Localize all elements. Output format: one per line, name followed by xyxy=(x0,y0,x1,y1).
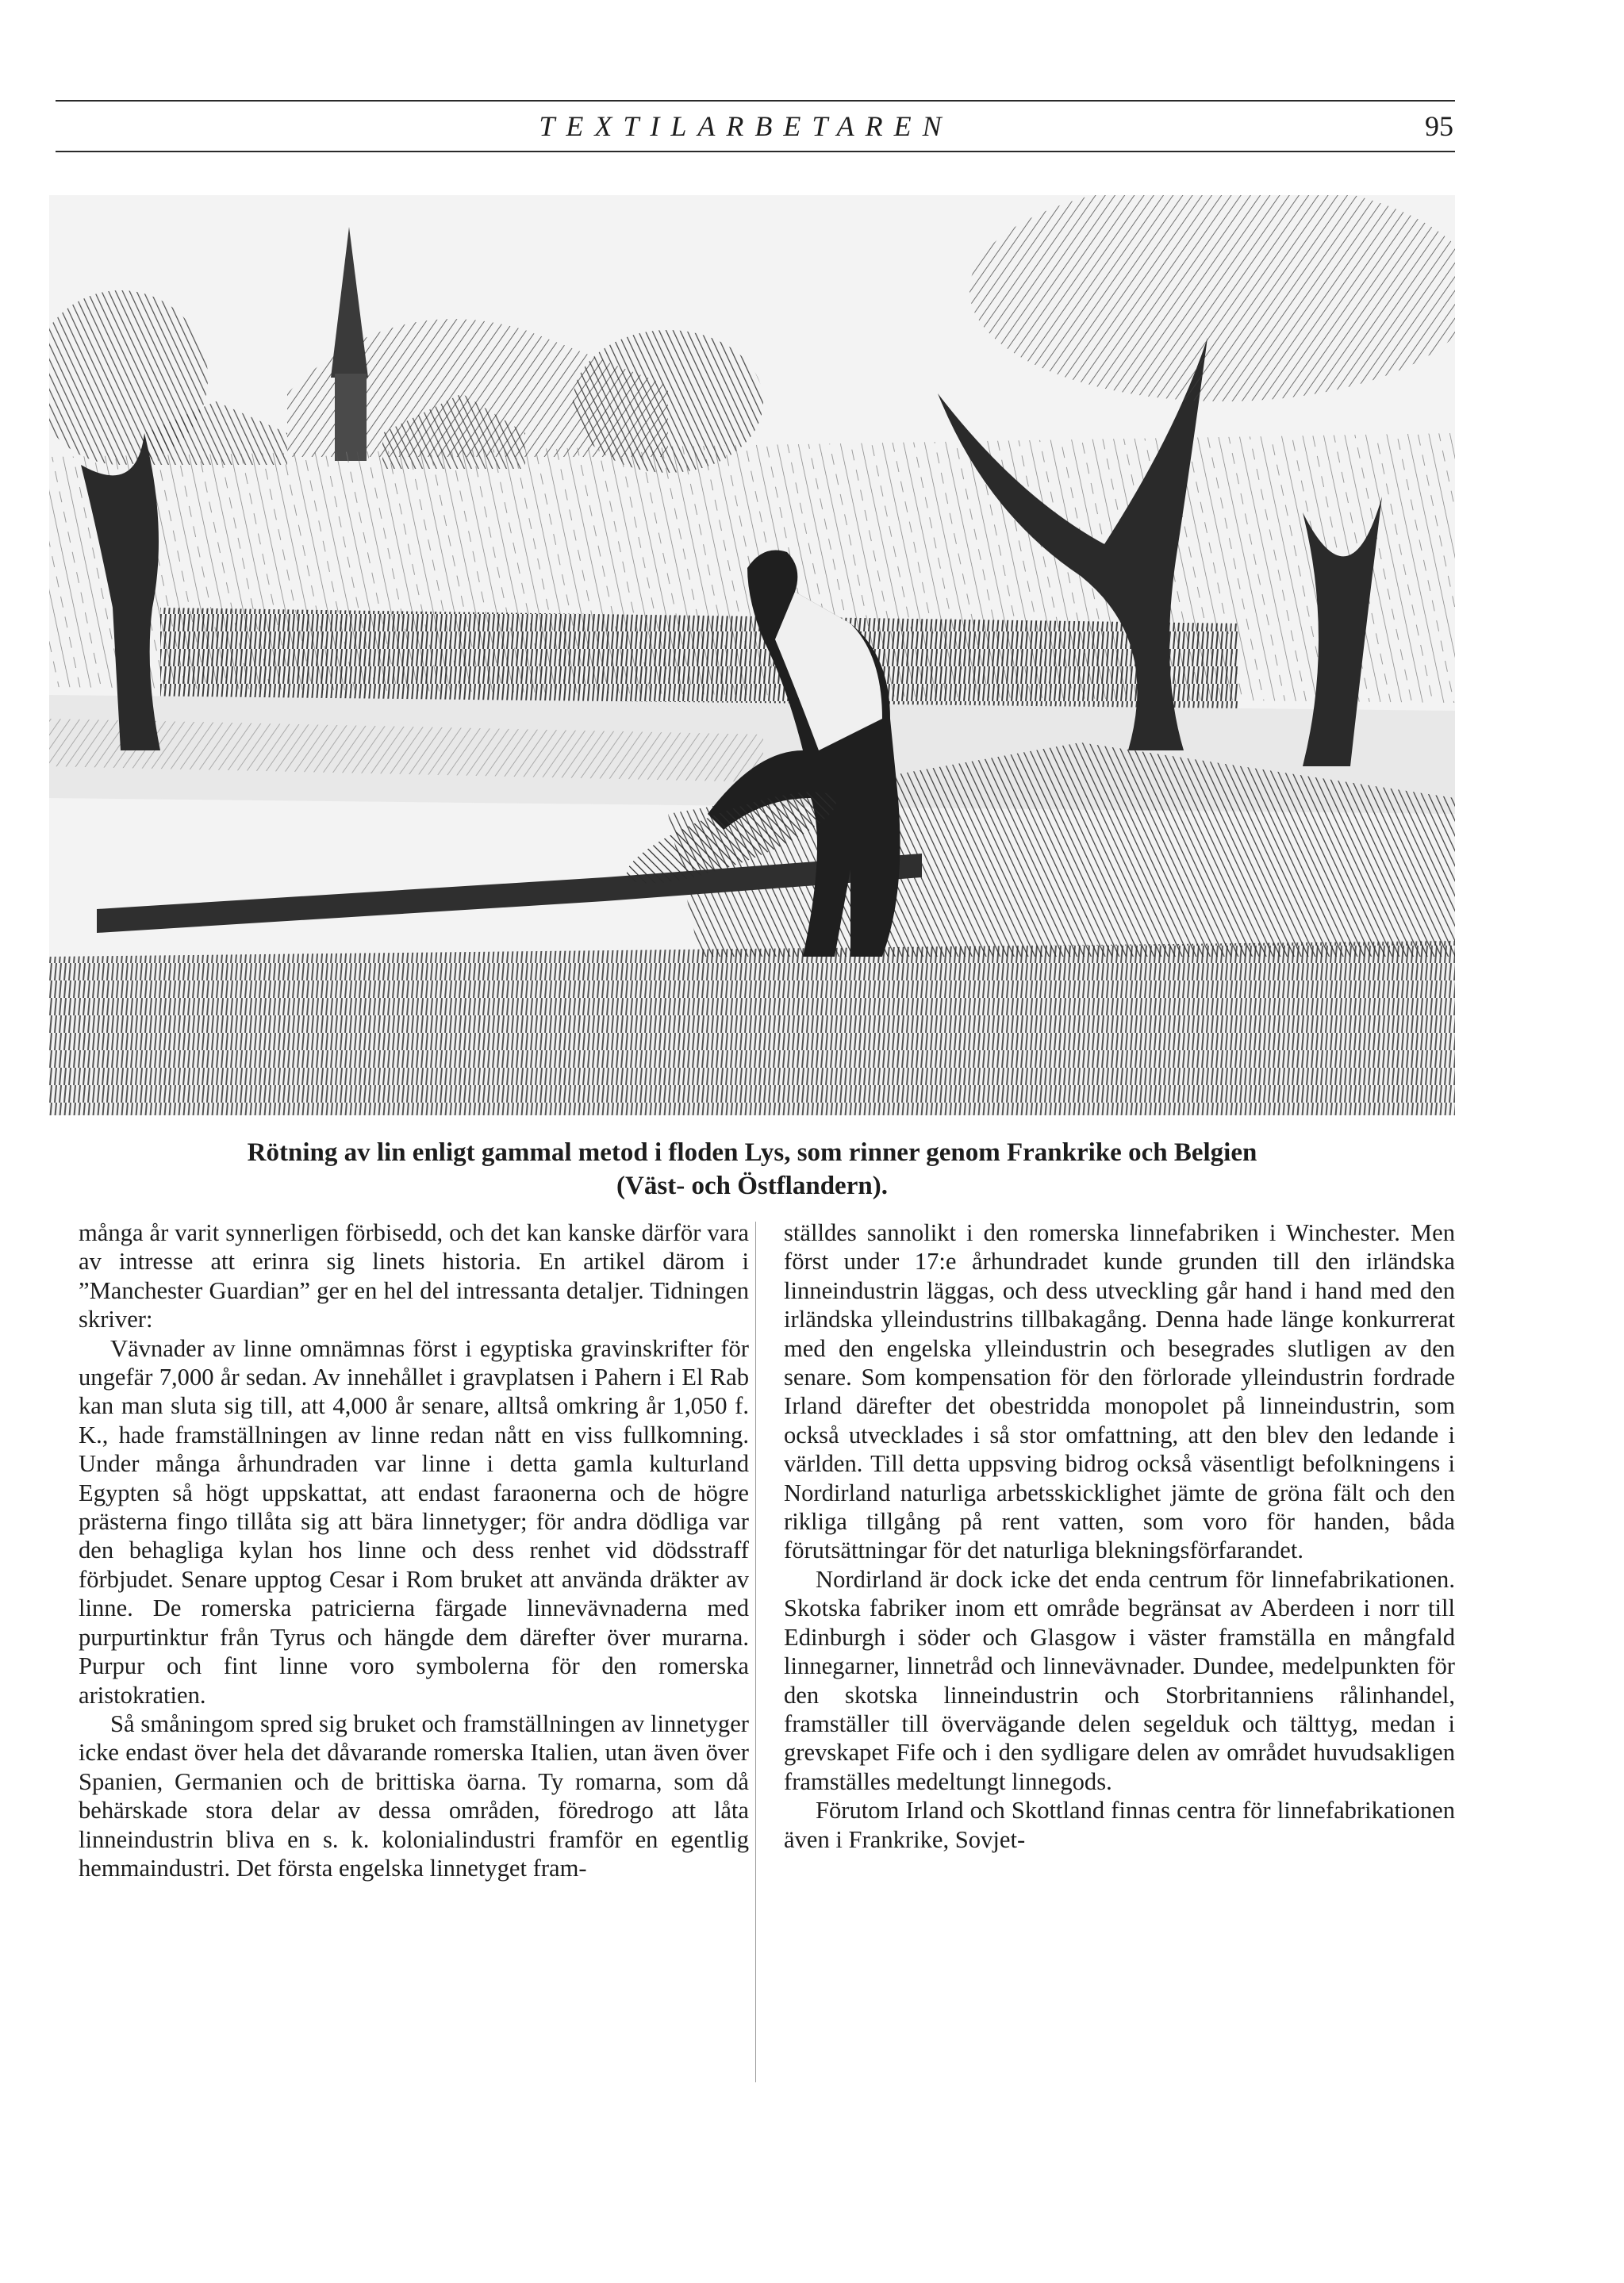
right-paragraph-2: Nordirland är dock icke det enda centrum för linnefabrikationen. Skotska fabriker inom ett område begränsat av Aberdeen i norr till Edinburgh i söder och Glasgow i väster framställa en mångfald linnegarner, linnetråd och linnevävnader. Dundee, medelpunkten för den skotska linneindustrin och Storbritanniens rålinhandel, framställer till övervägande delen segelduk och tälttyg, medan i grevskapet Fife och i den sydligare delen av området huvudsakligen framställes medeltungt linnegods. xyxy=(784,1565,1455,1795)
left-column xyxy=(79,1218,749,1882)
caption-line-2: (Väst- och Östflandern). xyxy=(616,1172,888,1200)
column-divider xyxy=(755,1222,756,2082)
flax-retting-illustration xyxy=(49,195,1455,1115)
left-paragraph-3: Så småningom spred sig bruket och framställningen av linnetyger icke endast över hela det dåvarande romerska Italien, utan även över Spanien, Germanien och de brittiska öarna. Ty romarna, som då behärskade stora delar av dessa områden, föredrogo att låta linneindustrin bliva en s. k. kolonialindustri framför en egentlig hemmaindustri. Det första engelska linnetyget fram- xyxy=(79,1709,749,1882)
publication-title: TEXTILARBETAREN xyxy=(539,110,953,142)
header-top-rule xyxy=(56,100,1455,102)
illustration-caption xyxy=(49,1136,1455,1203)
header-bottom-rule xyxy=(56,151,1455,152)
right-column xyxy=(784,1218,1455,1854)
left-paragraph-1: många år varit synnerligen förbisedd, och det kan kanske därför vara av intresse att erinra sig linets historia. En artikel därom i ”Manchester Guardian” ger en hel del intressanta detaljer. Tidningen skriver: xyxy=(79,1219,749,1333)
caption-line-1: Rötning av lin enligt gammal metod i floden Lys, som rinner genom Frankrike och Belgien xyxy=(247,1138,1257,1167)
right-paragraph-1: ställdes sannolikt i den romerska linnefabriken i Winchester. Men först under 17:e århundradet kunde grunden till den irländska linneindustrin läggas, och dess utveckling går hand i hand med den irländska ylleindustrins tillbakagång. Denna hade länge konkurrerat med den engelska ylleindustrin och besegrades slutligen av den senare. Som kompensation för den förlorade ylleindustrin fordrade Irland därefter det obestridda monopolet på linneindustrin, som också utvecklades i så stor omfattning, att den blev den ledande i världen. Till detta uppsving bidrog också väsentligt befolkningens i Nordirland naturliga arbetsskicklighet jämte de gröna fält och den rikliga tillgång på rent vatten, som voro för handen, båda förutsättningar för det naturliga blekningsförfarandet. xyxy=(784,1219,1455,1564)
left-paragraph-2: Vävnader av linne omnämnas först i egyptiska gravinskrifter för ungefär 7,000 år sedan. Av innehållet i gravplatsen i Pahern i El Rab kan man sluta sig till, att 4,000 år senare, alltså omkring år 1,050 f. K., hade framställningen av linne redan nått en viss fullkomning. Under många århundraden var linne i detta gamla kulturland Egypten så högt uppskattat, att endast faraonerna och de högre prästerna fingo tillåta sig att bära linnetyger; för andra dödliga var den behagliga kylan hos linne och dess renhet vid dödsstraff förbjudet. Senare upptog Cesar i Rom bruket att använda dräkter av linne. De romerska patricierna färgade linnevävnaderna med purpurtinktur från Tyrus och hängde dem därefter över murarna. Purpur och fint linne voro symbolerna för den romerska aristokratien. xyxy=(79,1334,749,1709)
reed-bank xyxy=(160,608,1239,711)
church-tower xyxy=(335,374,367,461)
etching-flax-retting-icon xyxy=(49,195,1455,1115)
foreground-grass xyxy=(49,941,1455,1115)
page-number: 95 xyxy=(1425,110,1453,142)
right-paragraph-3: Förutom Irland och Skottland finnas centra för linnefabrikationen även i Frankrike, Sovjet- xyxy=(784,1797,1455,1853)
